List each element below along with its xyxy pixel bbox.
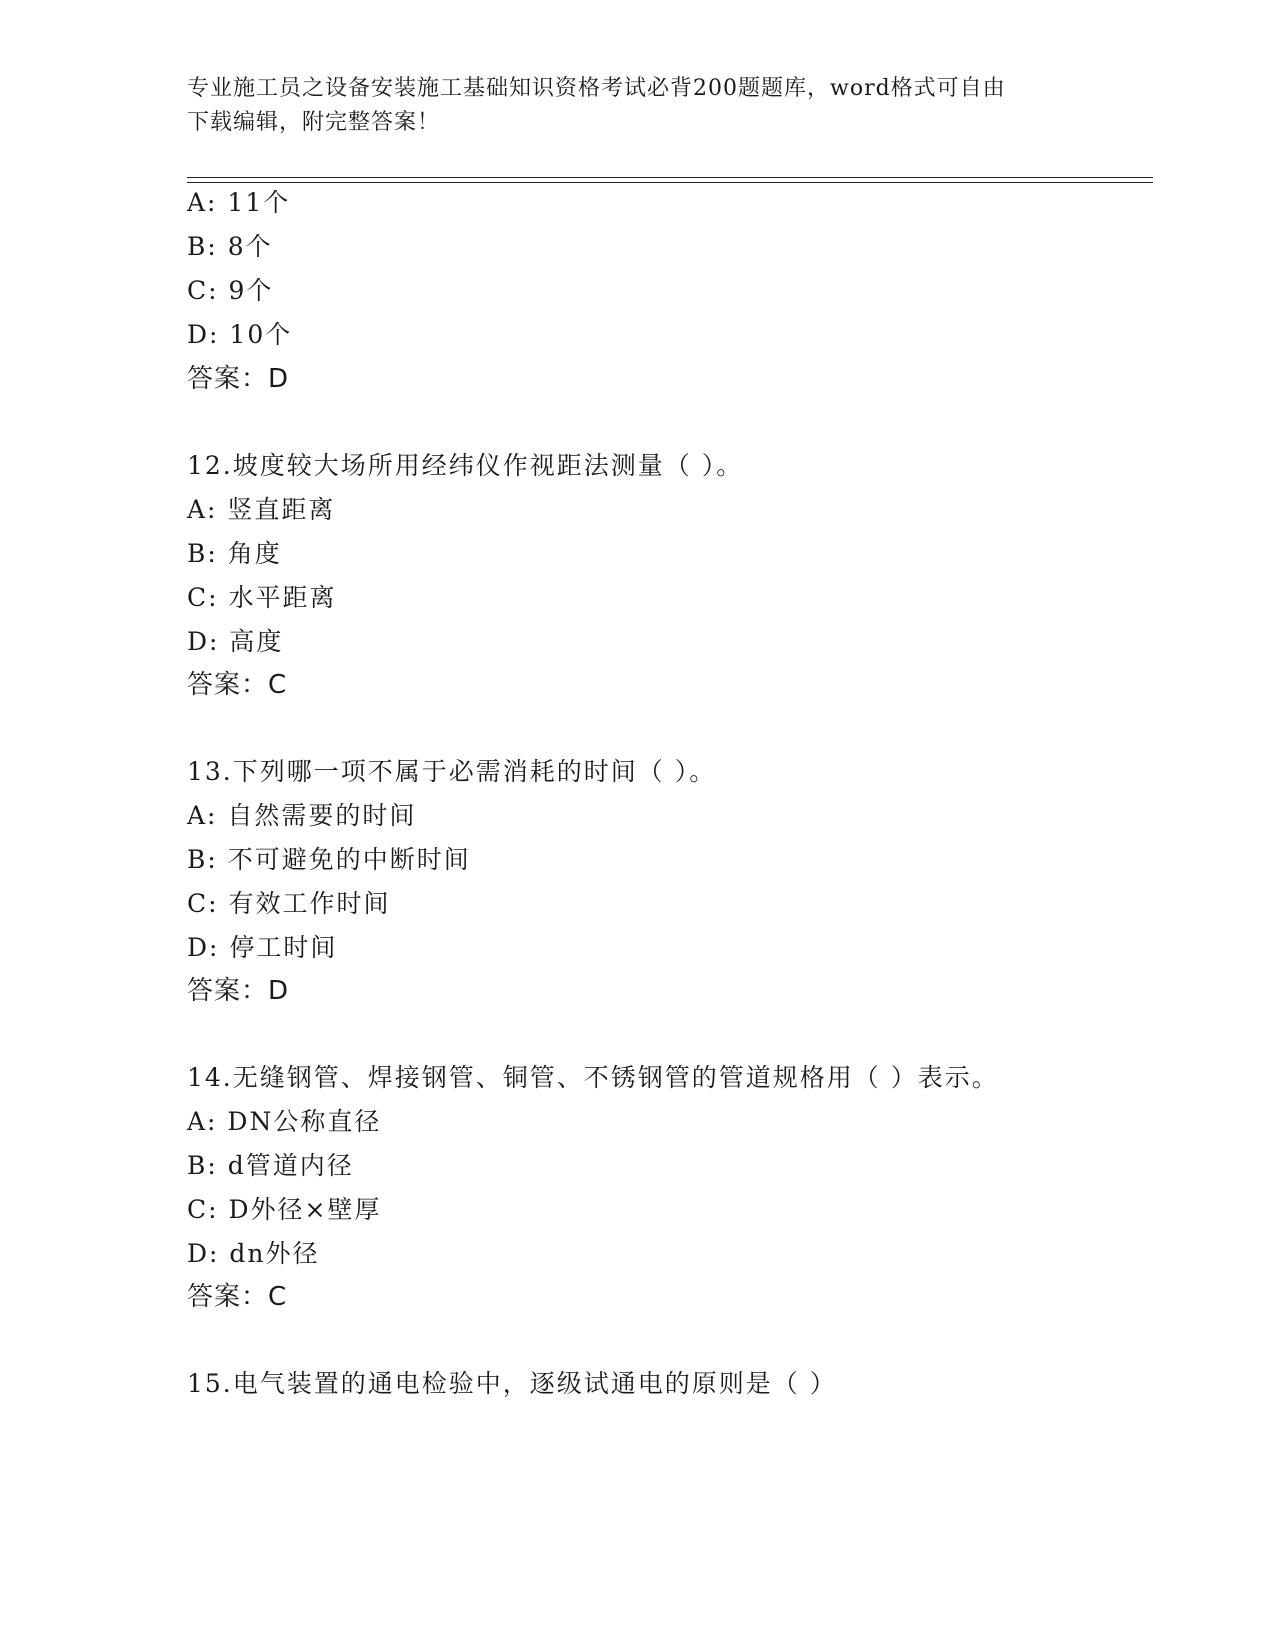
header-divider-top <box>187 177 1153 178</box>
q14-answer: 答案：C <box>187 1282 288 1312</box>
q12-answer: 答案：C <box>187 670 288 700</box>
q12-option-c: C: 水平距离 <box>187 583 337 612</box>
q14-question: 14.无缝钢管、焊接钢管、铜管、不锈钢管的管道规格用（ ）表示。 <box>187 1063 999 1092</box>
header-divider-bottom <box>187 182 1153 183</box>
q11-option-d: D: 10个 <box>187 320 293 349</box>
header-line-2: 下载编辑，附完整答案！ <box>187 110 441 135</box>
q12-option-b: B: 角度 <box>187 539 282 568</box>
q13-option-b: B: 不可避免的中断时间 <box>187 845 471 874</box>
document-header <box>187 72 1087 140</box>
q12-question: 12.坡度较大场所用经纬仪作视距法测量（ ）。 <box>187 451 744 480</box>
q14-option-d: D: dn外径 <box>187 1239 320 1268</box>
q13-question: 13.下列哪一项不属于必需消耗的时间（ ）。 <box>187 757 717 786</box>
q11-option-b: B: 8个 <box>187 232 273 261</box>
q13-answer: 答案：D <box>187 976 290 1006</box>
q14-option-a: A: DN公称直径 <box>187 1107 382 1136</box>
header-line-1: 专业施工员之设备安装施工基础知识资格考试必背200题题库，word格式可自由 <box>187 76 1006 101</box>
q13-option-a: A: 自然需要的时间 <box>187 801 417 830</box>
q12-option-a: A: 竖直距离 <box>187 495 336 524</box>
q11-option-c: C: 9个 <box>187 276 274 305</box>
q11-option-a: A: 11个 <box>187 188 291 217</box>
q13-option-d: D: 停工时间 <box>187 933 338 962</box>
q12-option-d: D: 高度 <box>187 627 284 656</box>
q14-option-b: B: d管道内径 <box>187 1151 354 1180</box>
q11-answer: 答案：D <box>187 364 290 394</box>
q13-option-c: C: 有效工作时间 <box>187 889 391 918</box>
q14-option-c: C: D外径×壁厚 <box>187 1195 382 1224</box>
q15-question: 15.电气装置的通电检验中，逐级试通电的原则是（ ） <box>187 1369 837 1398</box>
